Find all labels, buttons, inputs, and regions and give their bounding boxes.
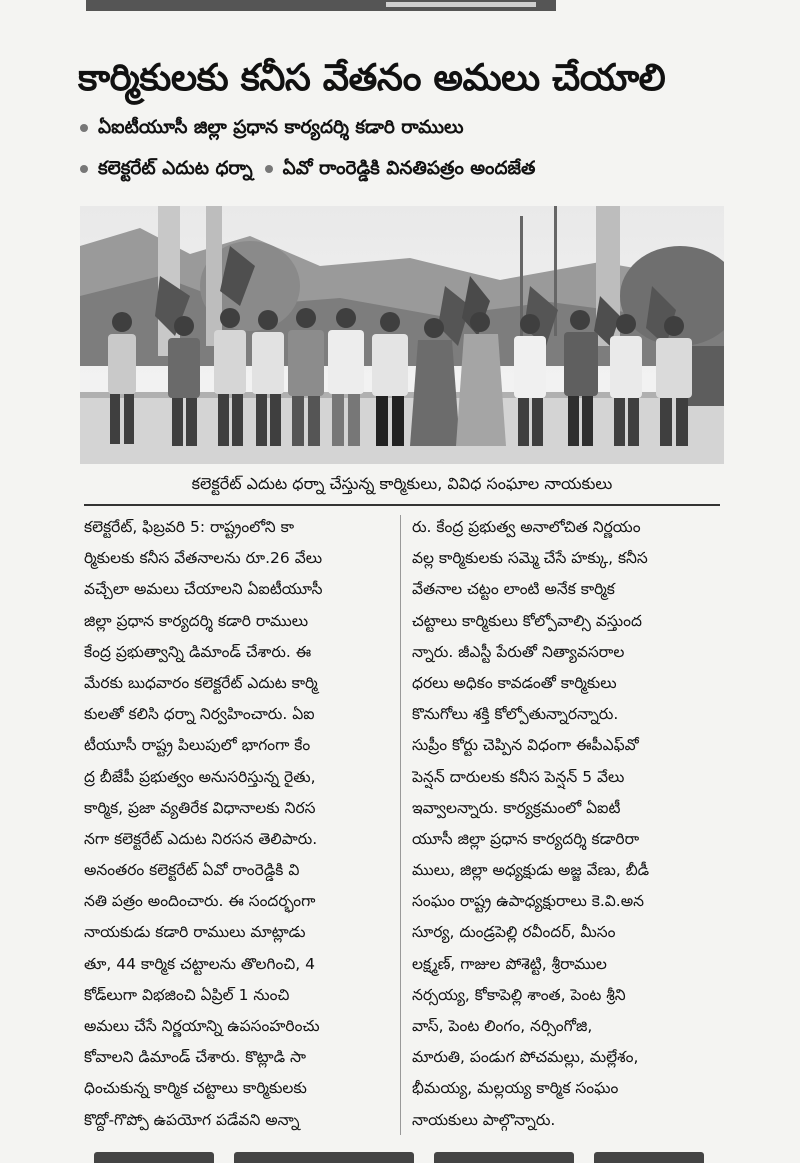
subheadline-2 (76, 155, 535, 183)
body-text-line: న్నారు. జీఎస్టీ పేరుతో నిత్యావసరాల (412, 642, 625, 661)
body-text-line: వేతనాల చట్టం లాంటి అనేక కార్మిక (412, 580, 615, 599)
body-text-line: టీయూసీ రాష్ట్ర పిలుపులో భాగంగా కేం (84, 736, 311, 755)
subheadline-2a-text: కలెక్టరేట్ ఎదుట ధర్నా (98, 158, 253, 179)
body-text-line: సంఘం రాష్ట్ర ఉపాధ్యక్షురాలు కె.వి.అన (412, 892, 645, 911)
body-text-line: యూసీ జిల్లా ప్రధాన కార్యదర్శి కడారిరా (412, 829, 640, 848)
body-text-line: కార్మిక, ప్రజా వ్యతిరేక విధానాలకు నిరస (84, 798, 316, 817)
body-text-line: రు. కేంద్ర ప్రభుత్వ అనాలోచిత నిర్ణయం (412, 518, 641, 536)
body-text-line: వల్ల కార్మికులకు సమ్మె చేసే హక్కు, కనీస (412, 549, 648, 568)
body-text-line: అనంతరం కలెక్టరేట్ ఏవో రాంరెడ్డికి వి (84, 861, 300, 880)
body-text-line: నాయకుడు కడారి రాములు మాట్లాడు (84, 923, 306, 942)
next-headline-fragment (234, 1152, 414, 1163)
photo-caption: కలెక్టరేట్ ఎదుట ధర్నా చేస్తున్న కార్మికులు, వివిధ సంఘాల నాయకులు (84, 464, 720, 506)
bullet-icon (80, 124, 88, 132)
body-text-line: సూర్య, దుండ్రపెల్లి రవీందర్, మీసం (412, 923, 616, 942)
body-text-line: మారుతి, పండుగ పోచమల్లు, మల్లేశం, (412, 1048, 639, 1067)
body-text-line: కోడ్‌లుగా విభజించి ఏప్రిల్ 1 నుంచి (84, 985, 290, 1004)
body-text-line: లక్ష్మణ్, గాజుల పోశెట్టి, శ్రీరాముల (412, 954, 607, 973)
body-text-line: అమలు చేసే నిర్ణయాన్ని ఉపసంహరించు (84, 1017, 320, 1035)
article-headline: కార్మికులకు కనీస వేతనం అమలు చేయాలి (78, 56, 666, 99)
body-text-line: పెన్షన్ దారులకు కనీస పెన్షన్ 5 వేలు (412, 767, 625, 786)
body-text-line: చట్టాలు కార్మికులు కోల్పోవాల్సి వస్తుంద (412, 611, 642, 630)
body-text-line: వాస్, పెంట లింగం, నర్సింగోజి, (412, 1017, 593, 1035)
body-text-line: నర్సయ్య, కోకాపెల్లి శాంత, పెంట శ్రీని (412, 985, 626, 1004)
article-body-left-column (84, 512, 390, 1137)
next-headline-fragment (594, 1152, 704, 1163)
article-body-right-column (412, 512, 728, 1137)
body-text-line: నతి పత్రం అందించారు. ఈ సందర్భంగా (84, 892, 316, 911)
body-text-line: భీమయ్య, మల్లయ్య కార్మిక సంఘం (412, 1079, 619, 1098)
bullet-icon (265, 165, 273, 173)
body-text-line: తూ, 44 కార్మిక చట్టాలను తొలగించి, 4 (84, 954, 315, 973)
subheadline-1 (76, 114, 464, 142)
body-text-line: కొనుగోలు శక్తి కోల్పోతున్నారన్నారు. (412, 705, 619, 724)
body-text-line: ధరలు అధికం కావడంతో కార్మికులు (412, 673, 617, 692)
body-text-line: కలెక్టరేట్, ఫిబ్రవరి 5: రాష్ట్రంలోని కా (84, 518, 295, 536)
body-text-line: మేరకు బుధవారం కలెక్టరేట్ ఎదుట కార్మి (84, 673, 318, 692)
protest-photo (80, 206, 724, 464)
body-text-line: ములు, జిల్లా అధ్యక్షుడు అజ్జ వేణు, బీడీ (412, 861, 650, 880)
top-rule-gap (386, 2, 536, 7)
next-headline-fragment (434, 1152, 574, 1163)
body-text-line: వచ్చేలా అమలు చేయాలని ఏఐటీయూసీ (84, 580, 323, 599)
subheadline-2b-text: ఏవో రాంరెడ్డికి వినతిపత్రం అందజేత (282, 158, 536, 179)
body-text-line: ద్ర బీజేపీ ప్రభుత్వం అనుసరిస్తున్న రైతు, (84, 767, 316, 786)
body-text-line: నగా కలెక్టరేట్ ఎదుట నిరసన తెలిపారు. (84, 829, 318, 848)
body-text-line: కొద్దో-గొప్పో ఉపయోగ పడేవని అన్నా (84, 1110, 300, 1129)
subheadline-1-text: ఏఐటీయూసీ జిల్లా ప్రధాన కార్యదర్శి కడారి రాములు (98, 117, 464, 138)
top-rule (86, 0, 556, 11)
body-text-line: ధించుకున్న కార్మిక చట్టాలు కార్మికులకు (84, 1079, 307, 1098)
body-text-line: ర్మికులకు కనీస వేతనాలను రూ.26 వేలు (84, 549, 323, 568)
column-divider (400, 515, 401, 1135)
protest-photo-image (80, 206, 724, 464)
next-headline-fragment (94, 1152, 214, 1163)
body-text-line: జిల్లా ప్రధాన కార్యదర్శి కడారి రాములు (84, 611, 309, 630)
body-text-line: కేంద్ర ప్రభుత్వాన్ని డిమాండ్ చేశారు. ఈ (84, 642, 312, 661)
next-article-headline-fragment (84, 1148, 720, 1163)
body-text-line: సుప్రీం కోర్టు చెప్పిన విధంగా ఈపీఎఫ్‌వో (412, 736, 639, 755)
body-text-line: కోవాలని డిమాండ్ చేశారు. కొట్లాడి సా (84, 1048, 306, 1067)
body-text-line: ఇవ్వాలన్నారు. కార్యక్రమంలో ఏఐటీ (412, 798, 621, 817)
bullet-icon (80, 165, 88, 173)
body-text-line: కులతో కలిసి ధర్నా నిర్వహించారు. ఏఐ (84, 705, 315, 724)
body-text-line: నాయకులు పాల్గొన్నారు. (412, 1110, 556, 1129)
